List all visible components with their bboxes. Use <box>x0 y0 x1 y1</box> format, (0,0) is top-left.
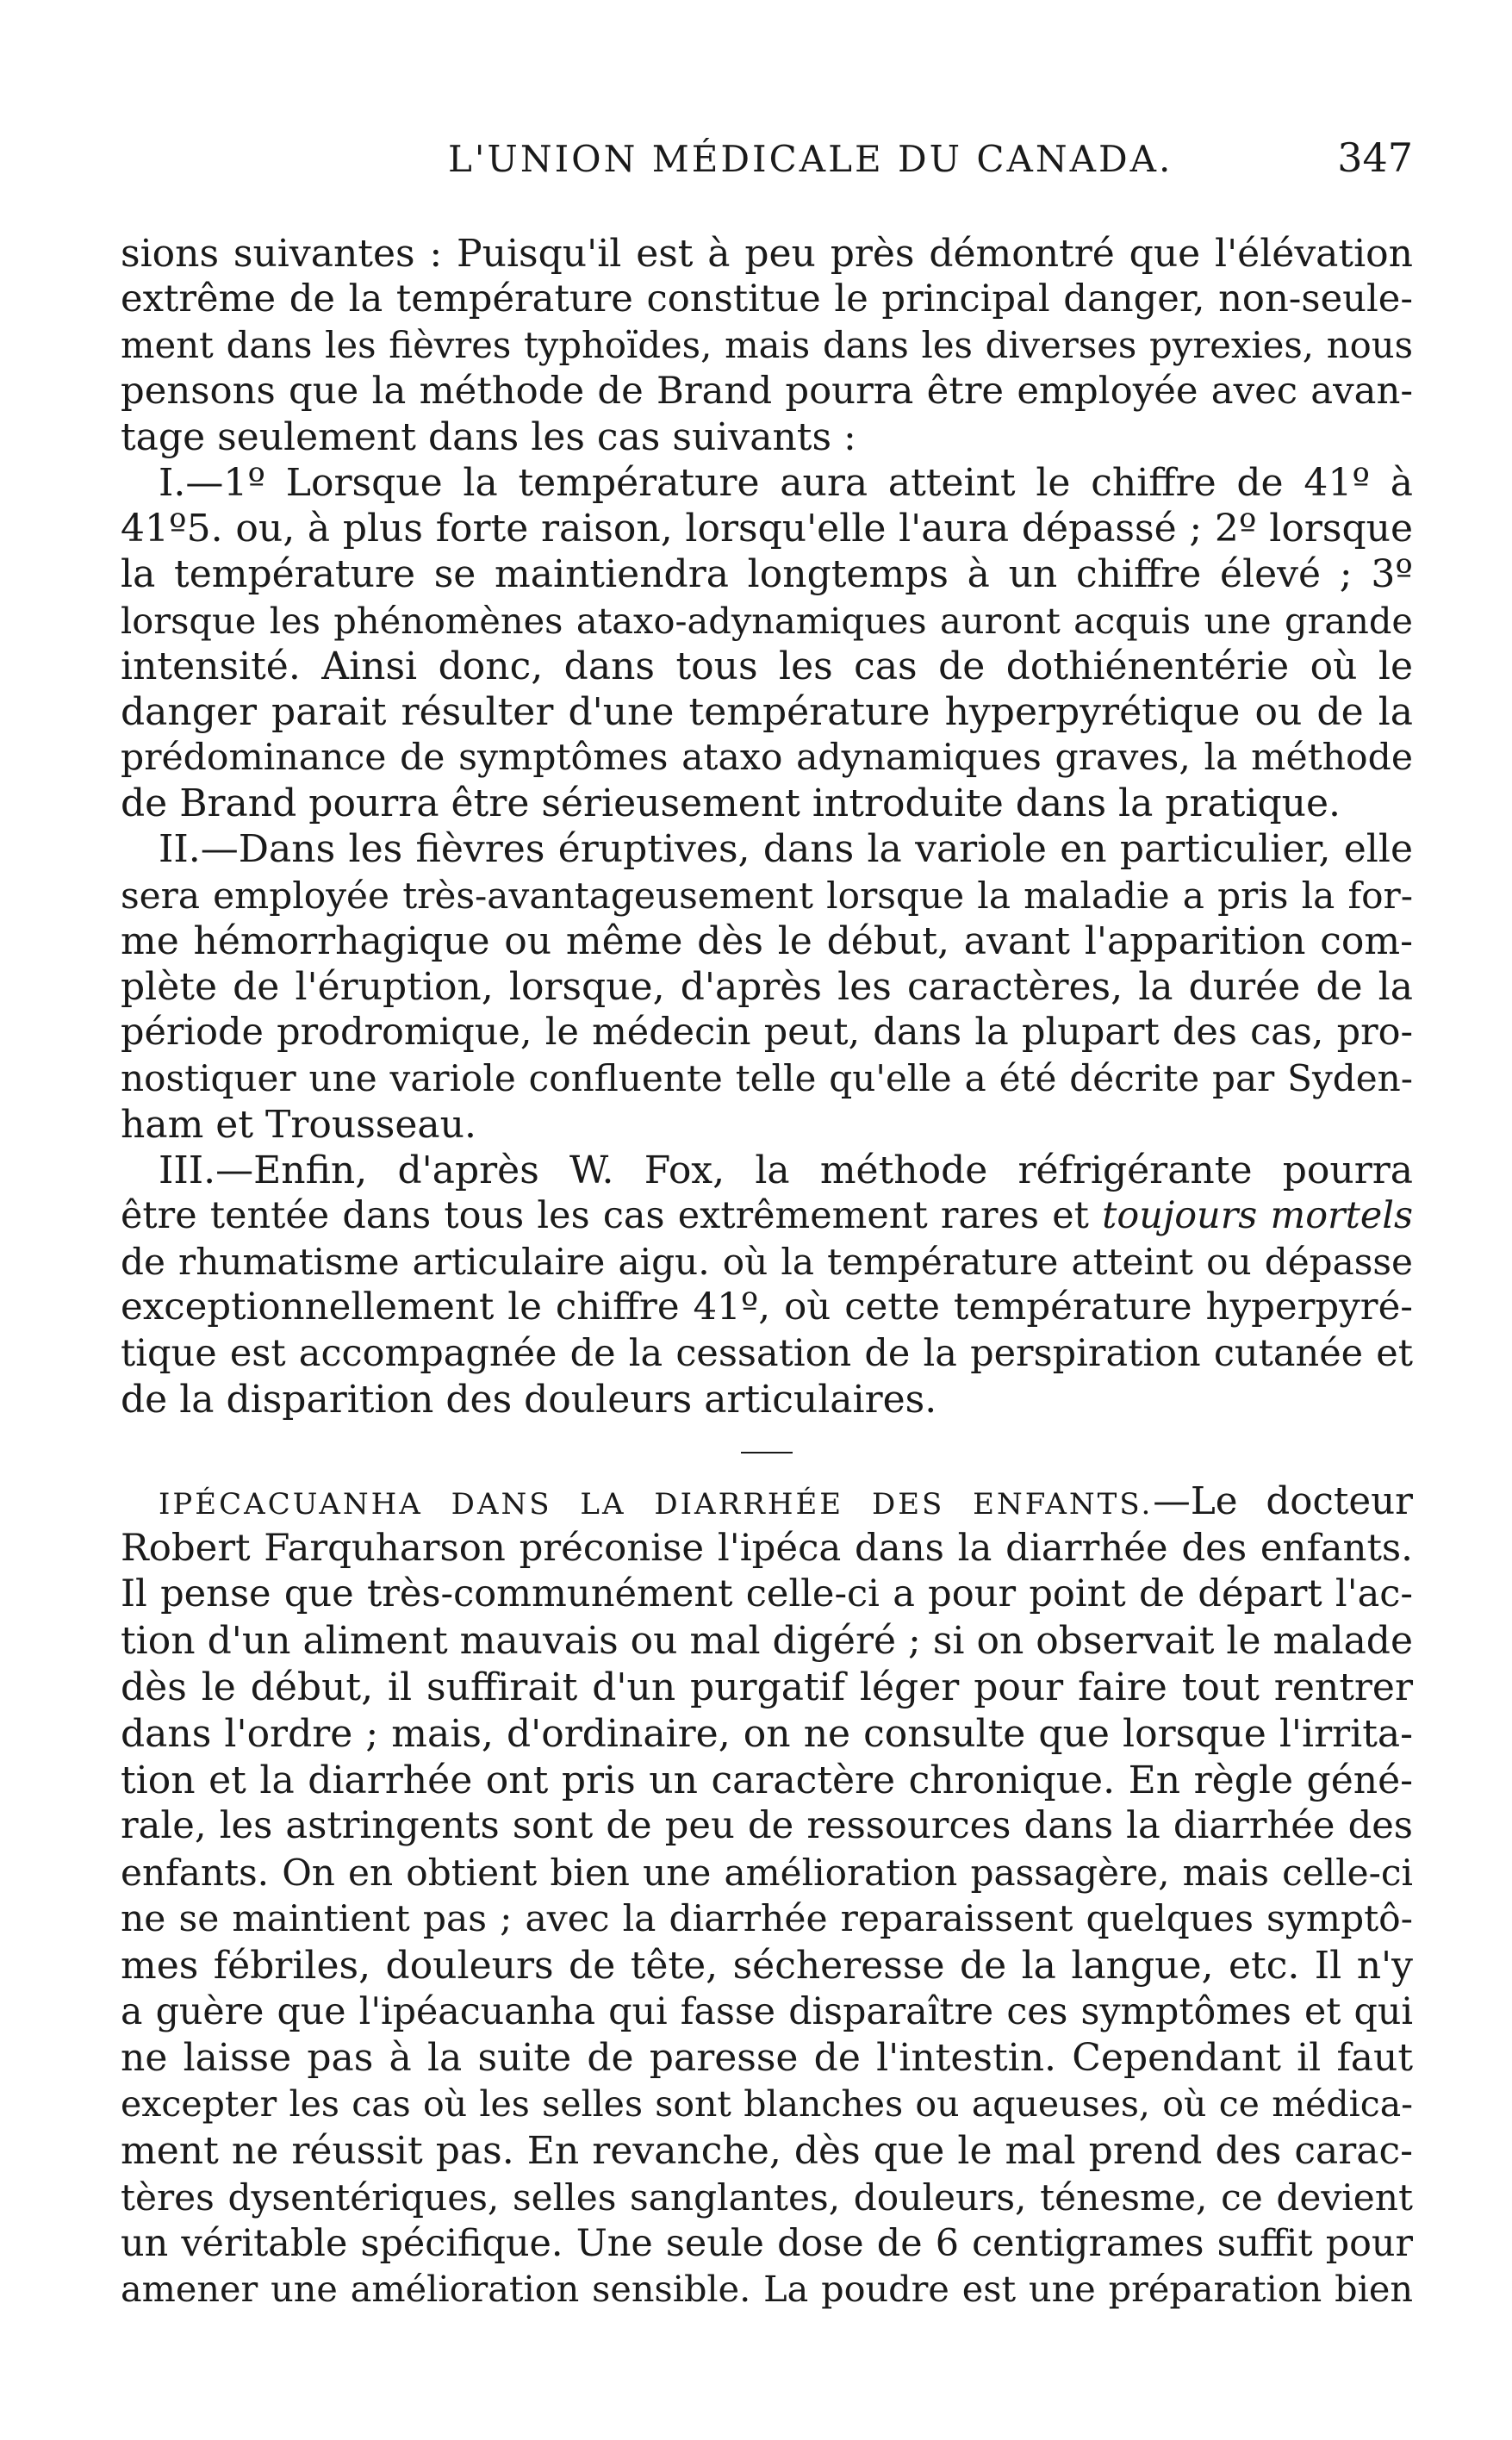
text-line: prédominance de symptômes ataxo adynamiques graves, la méthode <box>121 737 1413 780</box>
text-line: exceptionnellement le chiffre 41º, où cette température hyperpyré- <box>121 1285 1413 1329</box>
text-line: tion d'un aliment mauvais ou mal digéré ; si on observait le malade <box>121 1619 1413 1664</box>
text-line: excepter les cas où les selles sont blanches ou aqueuses, où ce médica- <box>121 2083 1413 2126</box>
text-line: Robert Farquharson préconise l'ipéca dans la diarrhée des enfants. <box>121 1526 1413 1570</box>
article-ipecacuanha <box>121 1479 1413 2313</box>
text-line: danger parait résulter d'une température hyperpyrétique ou de la <box>121 689 1413 734</box>
text-line: lorsque les phénomènes ataxo-adynamiques auront acquis une grande <box>121 599 1413 642</box>
text-line: de rhumatisme articulaire aigu. où la température atteint ou dépasse <box>121 1241 1413 1284</box>
text-line: mes fébriles, douleurs de tête, sécheresse de la langue, etc. Il n'y <box>121 1943 1413 1988</box>
page-header <box>121 134 1413 198</box>
article-heading: IPÉCACUANHA DANS LA DIARRHÉE DES ENFANTS. <box>159 1486 1154 1522</box>
article-brand-method <box>121 231 1413 1422</box>
text-line: III.—Enfin, d'après W. Fox, la méthode réfrigérante pourra <box>159 1148 1413 1192</box>
text-line: a guère que l'ipéacuanha qui fasse disparaître ces symptômes et qui <box>121 1989 1413 2033</box>
text-line: ment ne réussit pas. En revanche, dès que le mal prend des carac- <box>121 2129 1413 2174</box>
text-line: intensité. Ainsi donc, dans tous les cas de dothiénentérie où le <box>121 644 1413 688</box>
text-line <box>121 1193 1413 1239</box>
text-segment: —Le docteur <box>1153 1479 1414 1523</box>
text-line: tion et la diarrhée ont pris un caractère chronique. En règle géné- <box>121 1758 1413 1802</box>
text-line: période prodromique, le médecin peut, dans la plupart des cas, pro- <box>121 1011 1413 1055</box>
text-line: enfants. On en obtient bien une amélioration passagère, mais celle-ci <box>121 1852 1413 1895</box>
text-line: rale, les astringents sont de peu de ressources dans la diarrhée des <box>121 1804 1413 1848</box>
text-line: amener une amélioration sensible. La poudre est une préparation bien <box>121 2269 1413 2311</box>
text-line: de la disparition des douleurs articulaires. <box>121 1377 937 1422</box>
text-line: ham et Trousseau. <box>121 1102 476 1147</box>
text-line: tères dysentériques, selles sanglantes, douleurs, ténesme, ce devient <box>121 2175 1413 2219</box>
text-line: un véritable spécifique. Une seule dose de 6 centigrames suffit pour <box>121 2221 1413 2265</box>
text-line: ne se maintient pas ; avec la diarrhée reparaissent quelques symptô- <box>121 1898 1413 1941</box>
text-segment: être tentée dans tous les cas extrêmement rares et <box>121 1193 1103 1237</box>
text-line: de Brand pourra être sérieusement introduite dans la pratique. <box>121 781 1341 826</box>
page-number: 347 <box>1337 134 1413 181</box>
text-line: sions suivantes : Puisqu'il est à peu près démontré que l'élévation <box>121 232 1413 276</box>
text-line: la température se maintiendra longtemps à un chiffre élevé ; 3º <box>121 552 1413 597</box>
text-line: 41º5. ou, à plus forte raison, lorsqu'elle l'aura dépassé ; 2º lorsque <box>121 507 1413 551</box>
text-line: tique est accompagnée de la cessation de la perspiration cutanée et <box>121 1331 1413 1375</box>
text-line: tage seulement dans les cas suivants : <box>121 414 856 459</box>
text-line: me hémorrhagique ou même dès le début, avant l'apparition com- <box>121 918 1413 963</box>
text-line: dès le début, il suffirait d'un purgatif léger pour faire tout rentrer <box>121 1665 1413 1710</box>
body-text <box>121 231 1413 2313</box>
text-line: I.—1º Lorsque la température aura atteint le chiffre de 41º à <box>159 460 1413 505</box>
running-title: L'UNION MÉDICALE DU CANADA. <box>448 138 1173 180</box>
italic-phrase: toujours mortels <box>1102 1193 1414 1237</box>
text-line: plète de l'éruption, lorsque, d'après les caractères, la durée de la <box>121 965 1413 1009</box>
text-line: ment dans les fièvres typhoïdes, mais dans les diverses pyrexies, nous <box>121 324 1413 367</box>
text-line: extrême de la température constitue le principal danger, non-seule- <box>121 277 1413 321</box>
text-line: pensons que la méthode de Brand pourra être employée avec avan- <box>121 369 1413 413</box>
text-line: sera employée très-avantageusement lorsque la maladie a pris la for- <box>121 874 1413 917</box>
section-divider <box>741 1452 793 1453</box>
text-line: dans l'ordre ; mais, d'ordinaire, on ne consulte que lorsque l'irrita- <box>121 1711 1413 1756</box>
article-heading-line <box>121 1479 1413 1526</box>
text-line: Il pense que très-communément celle-ci a pour point de départ l'ac- <box>121 1572 1413 1616</box>
text-line: nostiquer une variole confluente telle qu'elle a été décrite par Syden- <box>121 1057 1413 1100</box>
text-line: ne laisse pas à la suite de paresse de l'intestin. Cependant il faut <box>121 2036 1413 2081</box>
text-line: II.—Dans les fièvres éruptives, dans la variole en particulier, elle <box>159 827 1413 872</box>
